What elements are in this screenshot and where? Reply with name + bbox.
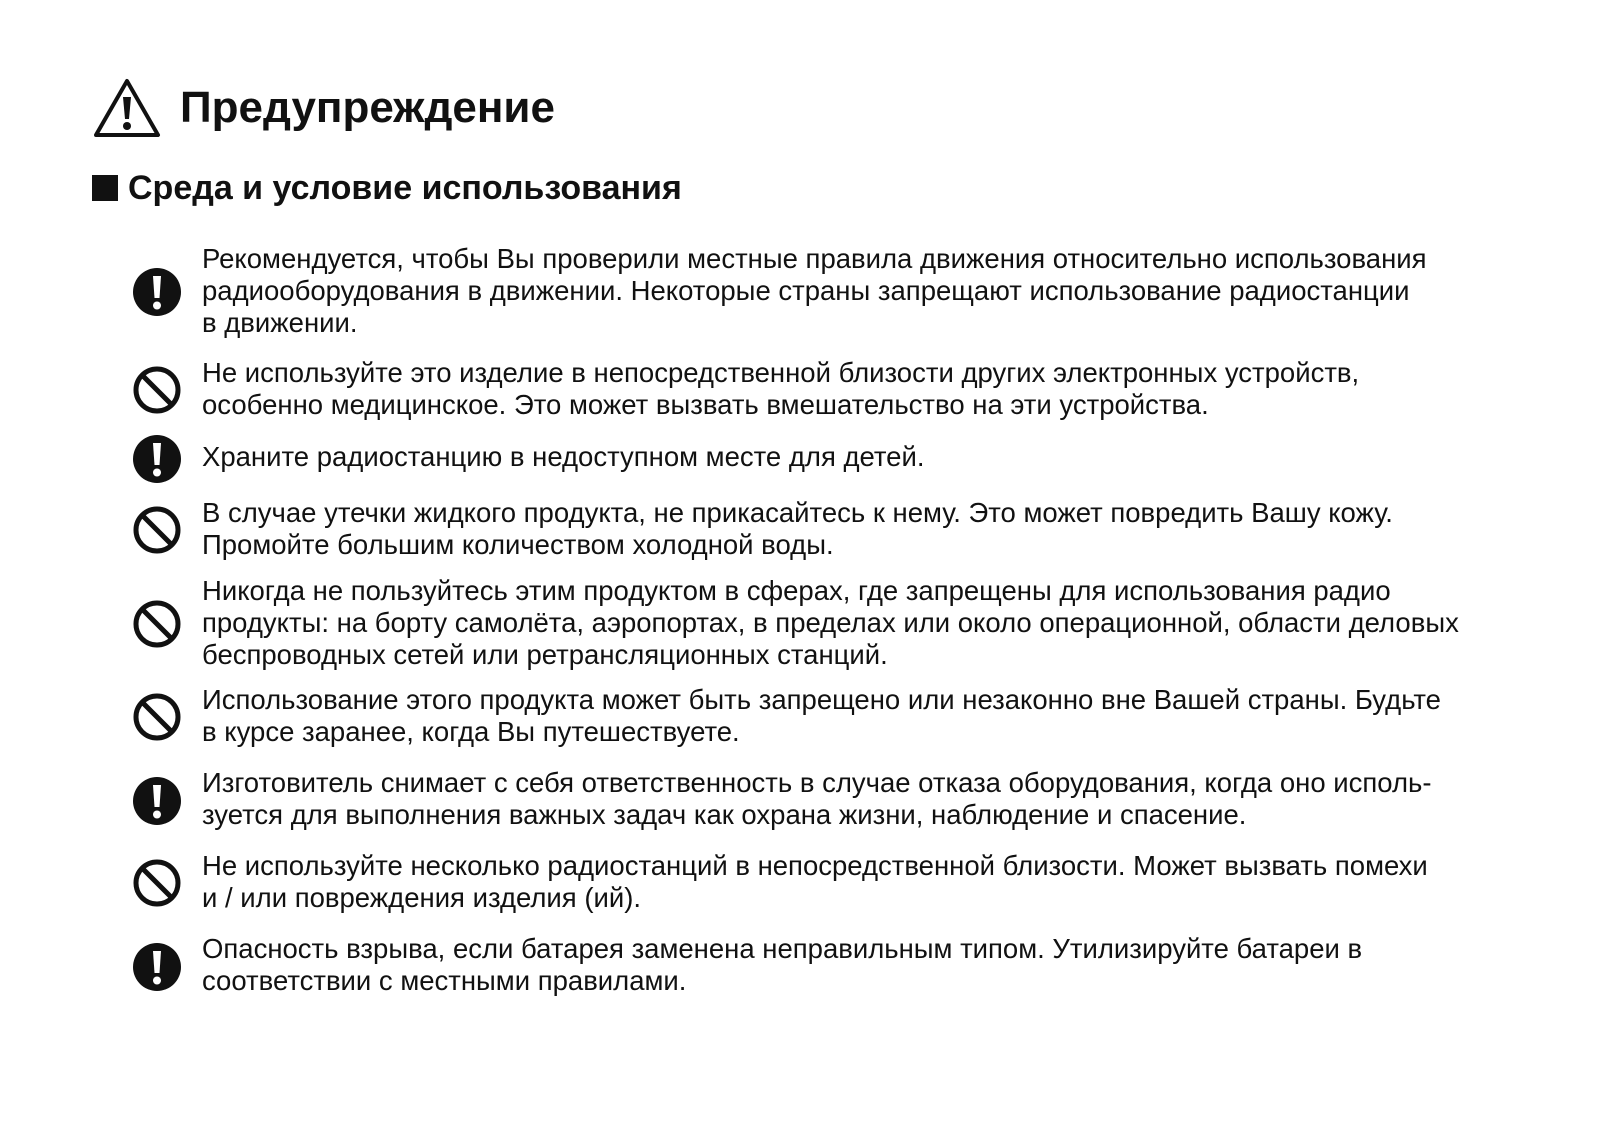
square-bullet-icon (92, 175, 118, 201)
prohibition-icon (132, 365, 182, 415)
section-title: Среда и условие использования (128, 168, 682, 207)
item-text: Не используйте несколько радиостанций в непосредственной близости. Может вызвать помехи и / или повреждения изделия (ий). (202, 850, 1428, 913)
exclamation-circle-icon (132, 267, 182, 317)
item-text: Никогда не пользуйтесь этим продуктом в сферах, где запрещены для использования радио продукты: на борту самолёта, аэропортах, в пределах или около операционной, области деловых беспроводных сетей или ретрансляционных станций. (202, 575, 1459, 670)
item-text: Рекомендуется, чтобы Вы проверили местные правила движения относительно использования радиооборудования в движении. Некоторые страны запрещают использование радиостанции в движении. (202, 243, 1427, 338)
item-text: Храните радиостанцию в недоступном месте для детей. (202, 441, 925, 472)
exclamation-circle-icon (132, 776, 182, 826)
prohibition-icon (132, 692, 182, 742)
item-text: В случае утечки жидкого продукта, не прикасайтесь к нему. Это может повредить Вашу кожу. Промойте большим количеством холодной воды. (202, 497, 1393, 560)
item-text: Не используйте это изделие в непосредственной близости других электронных устройств, особенно медицинское. Это может вызвать вмешательство на эти устройства. (202, 357, 1360, 420)
item-text: Изготовитель снимает с себя ответственность в случае отказа оборудования, когда оно исполь- зуется для выполнения важных задач как охрана жизни, наблюдение и спасение. (202, 767, 1432, 830)
prohibition-icon (132, 599, 182, 649)
exclamation-circle-icon (132, 942, 182, 992)
exclamation-circle-icon (132, 434, 182, 484)
warning-triangle-icon (92, 77, 162, 139)
page-title: Предупреждение (180, 83, 555, 132)
prohibition-icon (132, 858, 182, 908)
item-text: Опасность взрыва, если батарея заменена неправильным типом. Утилизируйте батареи в соответствии с местными правилами. (202, 933, 1363, 996)
warning-header (92, 76, 555, 140)
item-text: Использование этого продукта может быть запрещено или незаконно вне Вашей страны. Будьте в курсе заранее, когда Вы путешествуете. (202, 684, 1441, 747)
prohibition-icon (132, 505, 182, 555)
section-heading (92, 166, 682, 210)
